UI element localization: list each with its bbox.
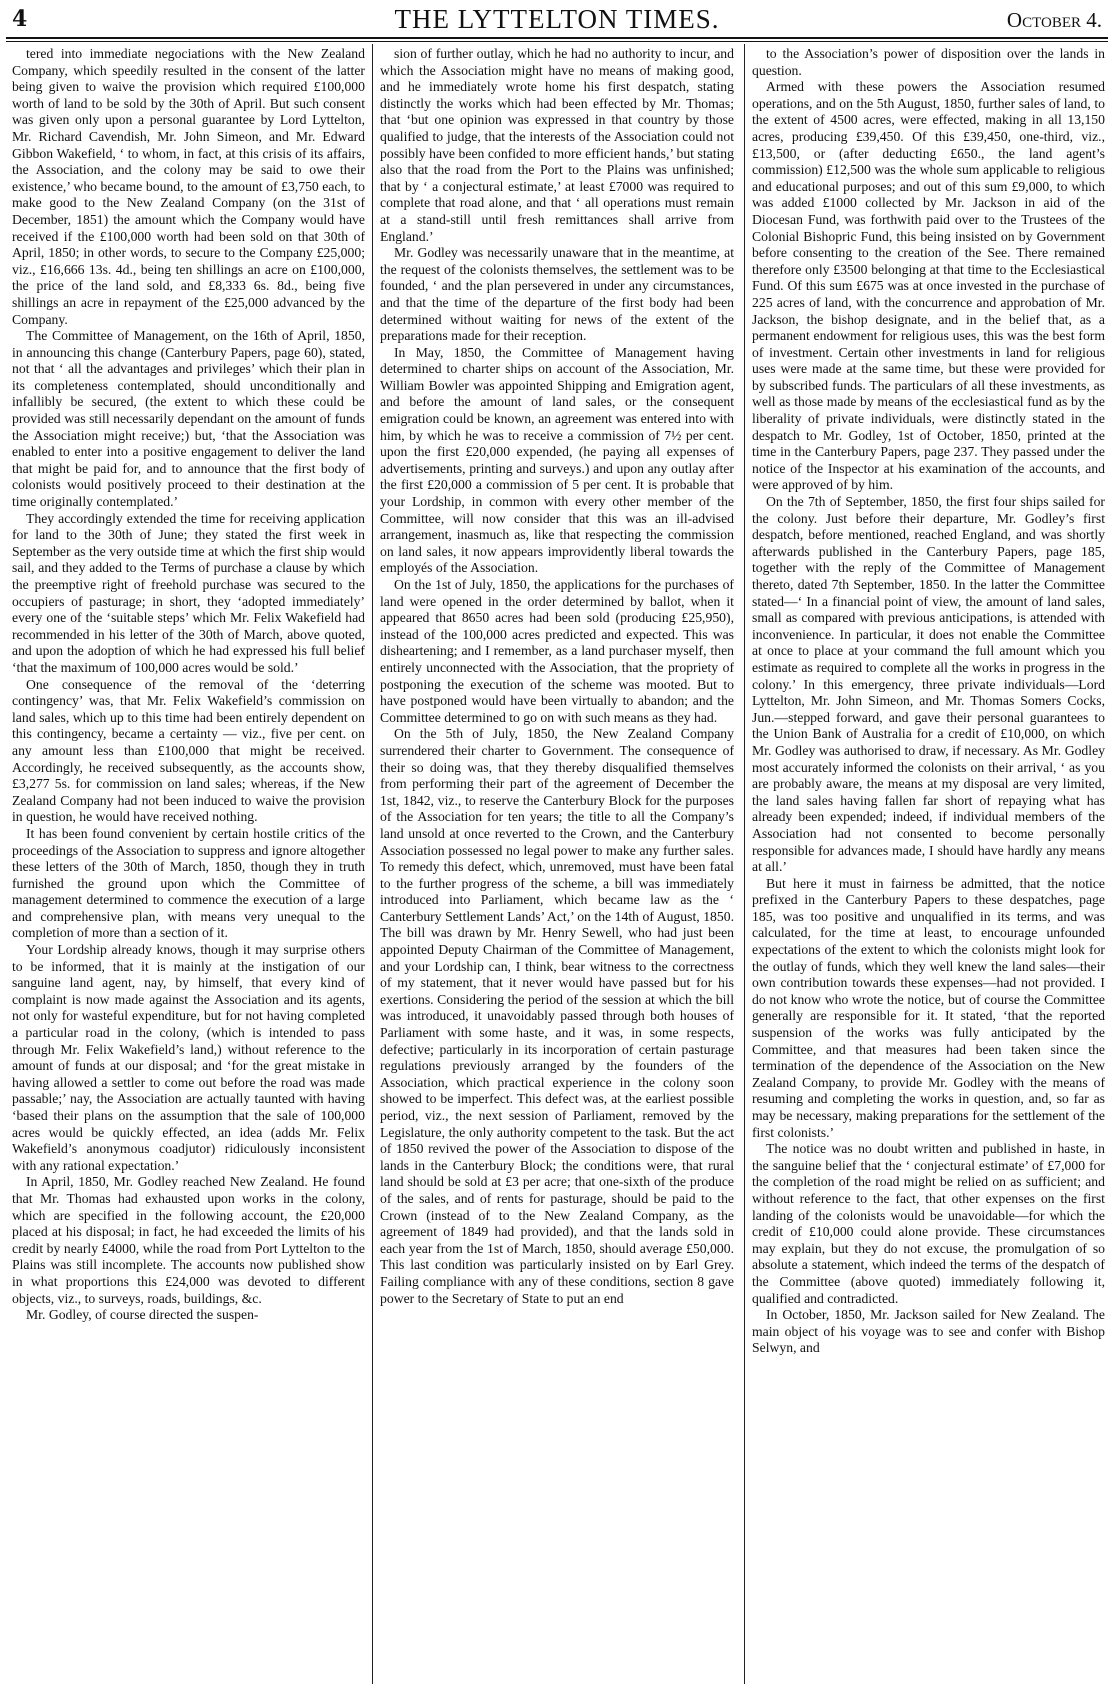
paragraph: sion of further outlay, which he had no authority to incur, and which the Association might have no means of making good, and he immediately wrote home his first despatch, stating distinctly the works which had been effected by Mr. Thomas; that ‘but one opinion was expressed in that country by those qualified to judge, that the interests of the Association could not possibly have been confided to more efficient hands,’ but stating also that the road from the Port to the Plains was unfinished; that by ‘ a conjectural estimate,’ at least £7000 was required to complete that road alone, and that ‘ all operations must remain at a stand-still until fresh remittances shall arrive from England.’ [380, 46, 734, 244]
paragraph: The notice was no doubt written and published in haste, in the sanguine belief that the ‘ conjectural estimate’ of £7,000 for the completion of the road might be relied on as sufficient; and without reference to the fact, that other expenses on the first landing of the colonists would be unavoidable—for which the credit of £10,000 could alone provide. These circumstances may explain, but they do not excuse, the promulgation of so absolute a statement, which indeed the terms of the despatch of the Committee (above quoted) immediately following it, qualified and contradicted. [752, 1141, 1105, 1306]
paragraph: Mr. Godley, of course directed the suspen- [26, 1307, 259, 1323]
paragraph: to the Association’s power of disposition over the lands in question. [752, 46, 1105, 78]
paragraph: In May, 1850, the Committee of Management having determined to charter ships on account of the Association, Mr. William Bowler was appointed Shipping and Emigration agent, and before the amount of land sales, or the consequent emigration could be known, an agreement was entered into with him, by which he was to receive a commission of 7½ per cent. upon the first £20,000 expended, (he paying all expenses of advertisements, printing and surveys.) and upon any outlay after the first £20,000 a commission of 5 per cent. It is probable that your Lordship, in common with every other member of the Committee, will now consider that this was an ill-advised arrangement, inasmuch as, like that respecting the commission on land sales, it now appears improvidently liberal towards the employés of the Association. [380, 344, 734, 576]
paragraph: In October, 1850, Mr. Jackson sailed for New Zealand. The main object of his voyage was to see and confer with Bishop Selwyn, and [752, 1307, 1105, 1356]
issue-date: October 4. [1006, 8, 1102, 32]
paragraph: On the 1st of July, 1850, the applications for the purchases of land were opened in the order determined by ballot, when it appeared that 8650 acres had been sold (producing £25,950), instead of the 100,000 acres predicted and expected. This was disheartening; and I remember, as a land purchaser myself, then entirely unconnected with the Association, that the propriety of postponing the execution of the scheme was mooted. But to have postponed would have been virtually to abandon; and the Committee determined to go on with such means as they had. [380, 577, 734, 725]
column-divider [744, 44, 745, 1684]
paragraph: Your Lordship already knows, though it may surprise others to be informed, that it is mainly at the instigation of our sanguine land agent, nay, by himself, that every kind of complaint is now made against the Association and its agents, not only for wasteful expenditure, but for not having completed a particular road in the colony, (which is intended to pass through Mr. Felix Wakefield’s land,) without reference to the amount of funds at our disposal; and ‘for the great mistake in having allowed a settler to come out before the road was made passable;’ nay, the Association are actually taunted with having ‘based their plans on the assumption that the sale of 100,000 acres would be quickly effected, an idea (adds Mr. Felix Wakefield’s anonymous coadjutor) ridiculously inconsistent with any rational expectation.’ [12, 942, 365, 1173]
header-rule-thin [6, 41, 1108, 42]
paragraph: The Committee of Management, on the 16th of April, 1850, in announcing this change (Canterbury Papers, page 60), stated, not that ‘ all the advantages and privileges’ which their plan in its completeness contemplated, should unconditionally and infallibly be secured, (the extent to which these could be provided was still necessarily dependant on the amount of funds the Association might receive;) but, ‘that the Association was enabled to enter into a positive engagement to deliver the land that might be paid for, and to announce that the first body of colonists would positively proceed to their destination at the time originally contemplated.’ [12, 328, 365, 510]
paragraph: On the 7th of September, 1850, the first four ships sailed for the colony. Just before their departure, Mr. Godley’s first despatch, before mentioned, reached England, and was shortly afterwards published in the Canterbury Papers, page 185, together with the reply of the Committee of Management thereto, dated 7th September, 1850. In the latter the Committee stated—‘ In a financial point of view, the amount of land sales, small as compared with previous anticipations, is attended with inconvenience. In particular, it does not enable the Committee at once to place at your command the full amount which you estimate as required to complete all the works in progress in the colony.’ In this emergency, three private individuals—Lord Lyttelton, Mr. John Simeon, and Mr. Thomas Somers Cocks, Jun.—stepped forward, and gave their personal guarantees to the Union Bank of Australia for a credit of £10,000, on which Mr. Godley was authorised to draw, if necessary. As Mr. Godley most accurately informed the colonists on their arrival, ‘ as you are probably aware, the means at my disposal are very limited, the land sales having fallen far short of repaying what has already been expended; indeed, if individual members of the Association had not consented to become personally responsible for advances made, I should have hardly any means at all.’ [752, 494, 1105, 875]
header-rule [6, 37, 1108, 39]
paragraph: One consequence of the removal of the ‘deterring contingency’ was, that Mr. Felix Wakefield’s commission on land sales, which up to this time had been entirely dependent on this contingency, became a certainty — viz., five per cent. on any amount less than £100,000 that might be received. Accordingly, he received subsequently, as the accounts show, £3,277 5s. for commission on land sales; whereas, if the New Zealand Company had not been induced to waive the provision in question, he would have received nothing. [12, 676, 365, 825]
column-2 [380, 46, 734, 1683]
newspaper-title: THE LYTTELTON TIMES. [394, 4, 720, 34]
column-divider [372, 44, 373, 1684]
paragraph: It has been found convenient by certain hostile critics of the proceedings of the Association to suppress and ignore altogether these letters of the 30th of March, 1850, though they in truth furnished the ground upon which the Committee of management determined to commence the execution of a large and comprehensive plan, with means very unequal to the completion of more than a section of it. [12, 825, 365, 941]
paragraph: Mr. Godley was necessarily unaware that in the meantime, at the request of the colonists themselves, the settlement was to be founded, ‘ and the plan persevered in under any circumstances, and that the time of the departure of the first body had been determined without waiting for news of the extent of the preparations made for their reception. [380, 245, 734, 344]
paragraph: tered into immediate negociations with the New Zealand Company, which speedily resulted in the consent of the latter being given to waive the provision which required £100,000 worth of land to be sold by the 30th of April. But such consent was given only upon a personal guarantee by Lord Lyttelton, Mr. Richard Cavendish, Mr. John Simeon, and Mr. Edward Gibbon Wakefield, ‘ to whom, in fact, at this crisis of its affairs, the Association, and the colony may be said to owe their existence,’ who became bound, to the amount of £3,750 each, to make good to the New Zealand Company (on the 31st of December, 1851) the amount which the Company would have received if the £100,000 worth had been sold on that 30th of April, 1850; in other words, to secure to the Company £25,000; viz., £16,666 13s. 4d., being ten shillings an acre on £100,000, the price of the land sold, and £8,333 6s. 8d., being five shillings an acre in repayment of the £25,000 advanced by the Company. [12, 46, 365, 327]
column-1 [12, 46, 365, 1683]
paragraph: But here it must in fairness be admitted, that the notice prefixed in the Canterbury Papers to these despatches, page 185, was too positive and unqualified in its terms, and was calculated, for the time at least, to encourage unfounded expectations of the extent to which the colonists might look for the outlay of funds, which they well knew the land sales—their own contribution towards these expenses—had not provided. I do not know who wrote the notice, but of course the Committee generally are responsible for it. It stated, ‘that the reported suspension of the works was fully anticipated by the Committee, and that measures had been taken since the termination of the dependence of the Association on the New Zealand Company, to provide Mr. Godley with the means of resuming and completing the works in question, and, so far as may be necessary, making preparations for the settlement of the first colonists.’ [752, 875, 1105, 1140]
column-3 [752, 46, 1105, 1683]
paragraph: Armed with these powers the Association resumed operations, and on the 5th August, 1850, further sales of land, to the extent of 4500 acres, were effected, making in all 13,150 acres, producing £39,450. Of this £39,450, one-third, viz., £13,500, or (after deducting £650., the land agent’s commission) £12,500 was the whole sum applicable to religious and educational purposes; and out of this sum £9,000, to which was added £1000 collected by Mr. Jackson in aid of the Diocesan Fund, was forthwith paid over to the Trustees of the Colonial Bishopric Fund, this being insisted on by Government before consenting to the creation of the See. There remained therefore only £3500 belonging at that time to the Ecclesiastical Fund. Of this sum £675 was at once invested in the purchase of 225 acres of land, with the concurrence and approbation of Mr. Jackson, the bishop designate, and in the belief that, as a permanent endowment for religious uses, this was the best form of investment. Certain other investments in land for religious uses were made at the same time, but these were provided for by subscribed funds. The particulars of all these investments, as well as those made by means of the ecclesiastical fund as by the liberality of private individuals, were distinctly stated in the despatch to Mr. Godley, 1st of October, 1850, printed at the time in the Canterbury Papers, page 237. They passed under the notice of the Inspector at his examination of the accounts, and were approved of by him. [752, 79, 1105, 493]
paragraph: They accordingly extended the time for receiving application for land to the 30th of June; they stated the first week in September as the very outside time at which the first ship would sail, and they added to the Terms of purchase a clause by which the preemptive right of freehold purchase was secured to the occupiers of pasturage; in short, they ‘adopted immediately’ every one of the ‘suitable steps’ which Mr. Felix Wakefield had recommended in his letter of the 30th of March, above quoted, and upon the adoption of which he had expressed his full belief ‘that the maximum of 100,000 acres would be sold.’ [12, 510, 365, 675]
masthead [6, 4, 1108, 36]
page-number: 4 [12, 6, 28, 32]
paragraph: In April, 1850, Mr. Godley reached New Zealand. He found that Mr. Thomas had exhausted upon works in the colony, which are specified in the following account, the £20,000 placed at his disposal; in fact, he had exceeded the limits of his credit by nearly £4000, while the road from Port Lyttelton to the Plains was still incomplete. The accounts now published show in what proportions this £24,000 was devoted to different objects, viz., to surveys, roads, buildings, &c. [12, 1174, 365, 1306]
paragraph: On the 5th of July, 1850, the New Zealand Company surrendered their charter to Government. The consequence of their so doing was, that they thereby disqualified themselves from performing their part of the agreement of December the 1st, 1842, viz., to reserve the Canterbury Block for the purposes of the Association for ten years; the title to all the Company’s land unsold at once reverted to the Crown, and the Canterbury Association possessed no legal power to make any further sales. To remedy this defect, which, unremoved, must have been fatal to the further progress of the scheme, a bill was immediately introduced into Parliament, which became law as the ‘ Canterbury Settlement Lands’ Act,’ on the 14th of August, 1850. The bill was drawn by Mr. Henry Sewell, who had just been appointed Deputy Chairman of the Committee of Management, and your Lordship can, I think, bear witness to the correctness of my statement, that it never would have passed but for his exertions. Considering the period of the session at which the bill was introduced, it unavoidably passed through both houses of Parliament with some haste, and it was, in some respects, defective; particularly in its incorporation of certain pasturage regulations previously arranged by the founders of the Association, which practical experience in the colony soon showed to be imperfect. This defect was, at the earliest possible period, viz., the next session of Parliament, removed by the Legislature, the only authority competent to the task. But the act of 1850 revived the power of the Association to dispose of the lands in the Canterbury Block; the conditions were, that rural land should be sold at £3 per acre; that one-sixth of the produce of the sales, and of rents for pasturage, should be paid to the Crown (instead of to the New Zealand Company, as the agreement of 1849 had provided), and that the lands sold in each year from the 1st of March, 1850, should average £50,000. This last condition was particularly insisted on by Earl Grey. Failing compliance with any of these conditions, section 8 gave power to the Secretary of State to put an end [380, 726, 734, 1306]
